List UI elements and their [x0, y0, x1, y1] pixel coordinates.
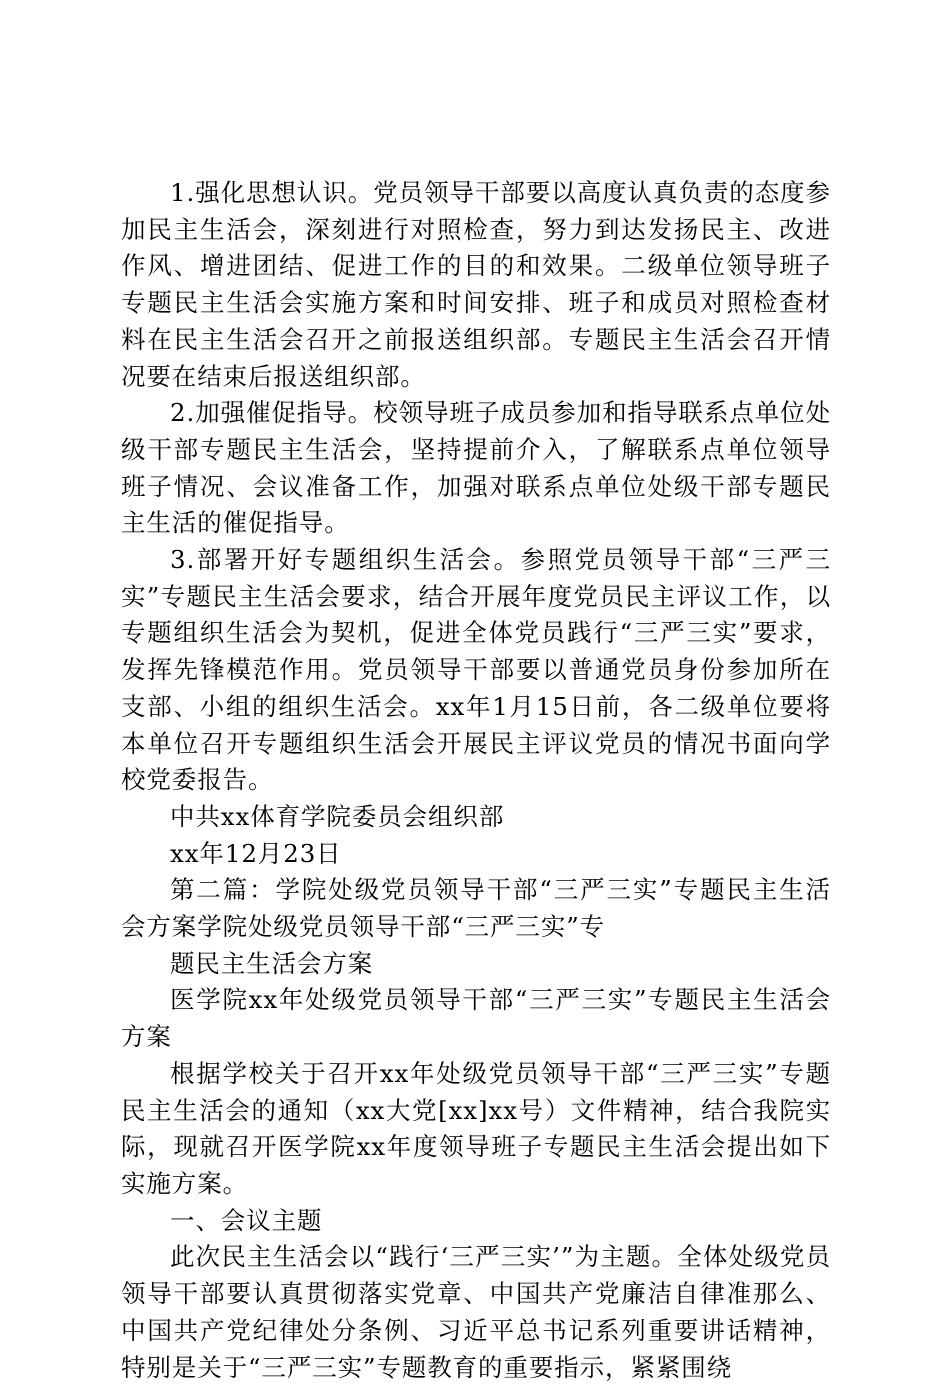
signature-organization: 中共xx体育学院委员会组织部	[170, 801, 505, 831]
paragraph-organization-meeting: 3.部署开好专题组织生活会。参照党员领导干部“三严三实”专题民主生活会要求，结合开展年度党员民主评议工作，以专题组织生活会为契机，促进全体党员践行“三严三实”要求，发挥先锋模范作用。党员领导干部要以普通党员身份参加所在支部、小组的组织生活会。xx年1月15日前，各二级单位要将本单位召开专题组织生活会开展民主评议党员的情况书面向学校党委报告。	[121, 545, 831, 795]
signature-date: xx年12月23日	[170, 838, 342, 868]
document-body	[121, 175, 831, 1386]
section-heading-part-two: 第二篇：学院处级党员领导干部“三严三实”专题民主生活会方案学院处级党员领导干部“三严三实”专	[121, 875, 831, 942]
paragraph-theme-details: 此次民主生活会以“践行‘三严三实’”为主题。全体处级党员领导干部要认真贯彻落实党章、中国共产党廉洁自律准那么、中国共产党纪律处分条例、习近平总书记系列重要讲话精神，特别是关于“三严三实”专题教育的重要指示，紧紧围绕	[121, 1242, 831, 1382]
paragraph-basis: 根据学校关于召开xx年处级党员领导干部“三严三实”专题民主生活会的通知（xx大党[xx]xx号）文件精神，结合我院实际，现就召开医学院xx年度领导班子专题民主生活会提出如下实施方案。	[121, 1058, 831, 1198]
heading-meeting-theme: 一、会议主题	[170, 1205, 323, 1235]
plan-title: 医学院xx年处级党员领导干部“三严三实”专题民主生活会方案	[121, 985, 831, 1052]
paragraph-strengthen-awareness: 1.强化思想认识。党员领导干部要以高度认真负责的态度参加民主生活会，深刻进行对照检查，努力到达发扬民主、改进作风、增进团结、促进工作的目的和效果。二级单位领导班子专题民主生活会实施方案和时间安排、班子和成员对照检查材料在民主生活会召开之前报送组织部。专题民主生活会召开情况要在结束后报送组织部。	[121, 178, 831, 391]
section-heading-continuation: 题民主生活会方案	[170, 948, 374, 978]
paragraph-guidance: 2.加强催促指导。校领导班子成员参加和指导联系点单位处级干部专题民主生活会，坚持提前介入，了解联系点单位领导班子情况、会议准备工作，加强对联系点单位处级干部专题民主生活的催促指导。	[121, 398, 831, 538]
